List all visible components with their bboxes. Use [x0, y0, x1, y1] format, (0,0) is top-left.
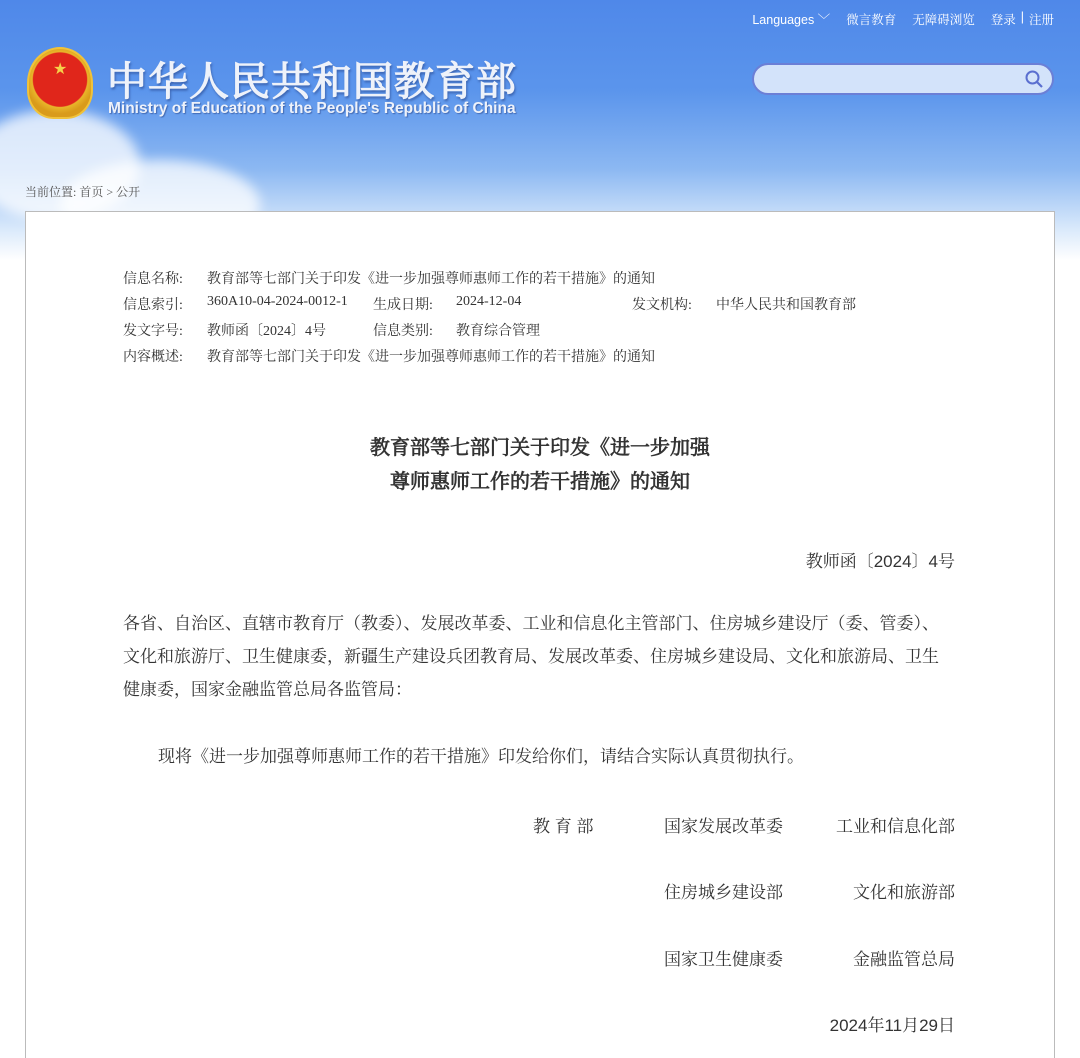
label-date: 生成日期:: [373, 298, 433, 313]
value-category: 教育综合管理: [456, 324, 540, 339]
nav-accessibility[interactable]: 无障碍浏览: [912, 13, 975, 27]
search-icon[interactable]: [1024, 69, 1044, 89]
doc-date: 2024年11月29日: [829, 1016, 955, 1035]
breadcrumb[interactable]: 当前位置: 首页 > 公开: [25, 185, 141, 199]
recipients: 各省、自治区、直辖市教育厅（教委）、发展改革委、工业和信息化主管部门、住房城乡建设厅（委、管委）、文化和旅游厅、卫生健康委，新疆生产建设兵团教育局、发展改革委、住房城乡建设局、文化和旅游局、卫生健康委，国家金融监管总局各监管局：: [123, 614, 939, 699]
search-box: [752, 63, 1054, 95]
label-docno: 发文字号:: [123, 324, 183, 339]
nav-weiyan[interactable]: 微言教育: [846, 13, 897, 27]
signer: 教 育 部: [533, 817, 594, 836]
value-date: 2024-12-04: [456, 294, 522, 309]
value-name: 教育部等七部门关于印发《进一步加强尊师惠师工作的若干措施》的通知: [207, 272, 655, 287]
top-nav: [752, 10, 1054, 28]
signer: 住房城乡建设部: [664, 883, 783, 902]
body-text: 现将《进一步加强尊师惠师工作的若干措施》印发给你们，请结合实际认真贯彻执行。: [158, 747, 804, 766]
register-link[interactable]: 注册: [1028, 13, 1054, 27]
signer: 工业和信息化部: [836, 817, 955, 836]
value-docno: 教师函〔2024〕4号: [207, 324, 326, 339]
doc-title-line2: 尊师惠师工作的若干措施》的通知: [390, 471, 690, 493]
search-input[interactable]: [766, 65, 1026, 93]
doc-title-line1: 教育部等七部门关于印发《进一步加强: [370, 437, 710, 459]
logo-title-cn[interactable]: 中华人民共和国教育部: [107, 60, 517, 104]
label-index: 信息索引:: [123, 298, 183, 313]
logo-title-en[interactable]: Ministry of Education of the People's Republic of China: [108, 100, 516, 117]
value-summary: 教育部等七部门关于印发《进一步加强尊师惠师工作的若干措施》的通知: [207, 350, 655, 365]
doc-number: 教师函〔2024〕4号: [805, 552, 955, 571]
value-org: 中华人民共和国教育部: [716, 298, 856, 313]
label-org: 发文机构:: [632, 298, 692, 313]
signer: 国家发展改革委: [664, 817, 783, 836]
signer: 国家卫生健康委: [664, 950, 783, 969]
label-summary: 内容概述:: [123, 350, 183, 365]
value-index: 360A10-04-2024-0012-1: [207, 294, 348, 309]
national-emblem-logo: ★: [27, 47, 93, 119]
label-name: 信息名称:: [123, 272, 183, 287]
separator: |: [1020, 10, 1024, 24]
languages-menu[interactable]: Languages ﹀: [752, 13, 831, 27]
signer: 文化和旅游部: [853, 883, 955, 902]
login-link[interactable]: 登录: [990, 13, 1016, 27]
signer: 金融监管总局: [853, 950, 955, 969]
label-category: 信息类别:: [373, 324, 433, 339]
